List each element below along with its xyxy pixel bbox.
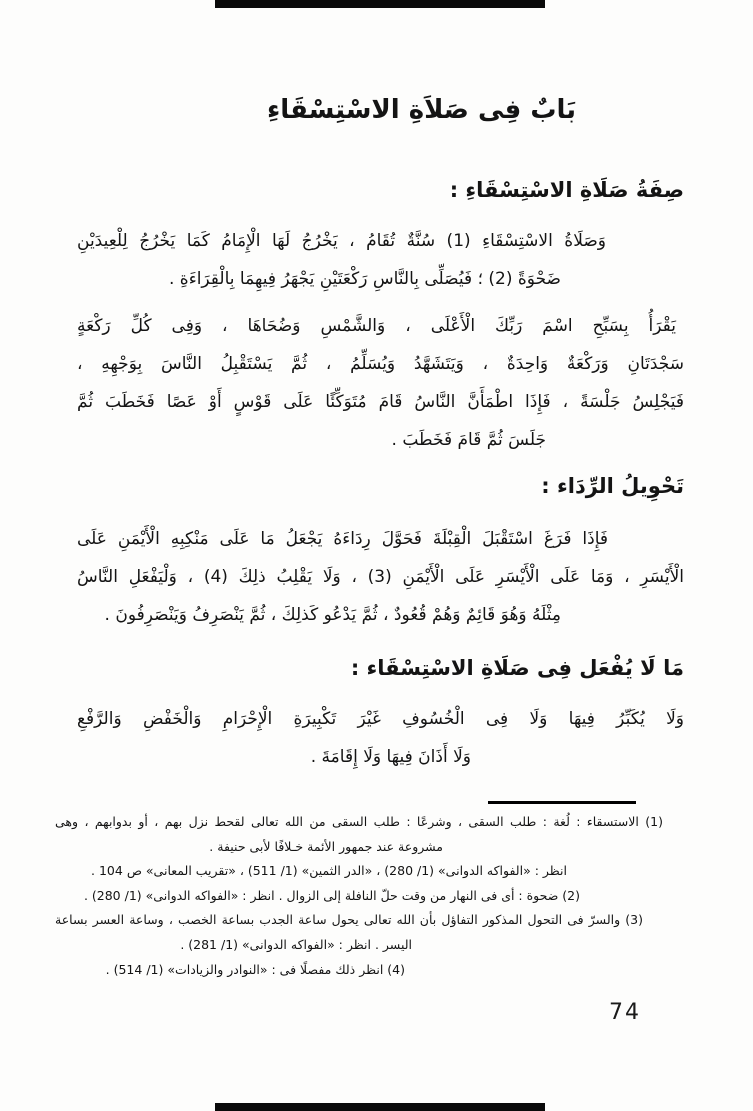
page-number: 74	[609, 1000, 641, 1025]
body-line: ضَحْوَةً (2) ؛ فَيُصَلِّى بِالنَّاسِ رَكْعَتَيْنِ يَجْهَرُ فِيهِمَا بِالْقِرَاءَةِ .	[168, 269, 561, 289]
footnote-line: (1) الاستسقاء : لُغة : طلب السقى ، وشرعًا : طلب السقى من الله تعالى لقحط نزل بهم ، أو بدوابهم ، وهى	[55, 814, 663, 829]
footnote-line: (3) والسرّ فى التحول المذكور التفاؤل بأن الله تعالى يحول ساعة الجدب بساعة الخصب ، وساعة العسر بساعة	[55, 912, 643, 928]
paragraph-ma-la-yufal	[77, 700, 684, 776]
paragraph-tahwil-rida	[77, 520, 684, 634]
footnote-separator-rule	[488, 801, 636, 804]
body-line: مِثْلَهُ وَهُوَ قَائِمٌ وَهُمْ قُعُودٌ ، ثُمَّ يَدْعُو كَذلِكَ ، ثُمَّ يَنْصَرِفُ وَيَنْصَرِفُونَ .	[104, 605, 561, 625]
footnote-line: اليسر . انظر : «الفواكه الدوانى» (1/ 281) .	[180, 936, 412, 952]
chapter-title: بَابٌ فِى صَلاَةِ الاسْتِسْقَاءِ	[266, 95, 577, 125]
scan-edge-artifact-top	[215, 0, 545, 8]
body-line: فَإِذَا فَرَغَ اسْتَقْبَلَ الْقِبْلَةَ فَحَوَّلَ رِدَاءَهُ يَجْعَلُ مَا عَلَى مَنْكِبِهِ الْأَيْمَنِ عَلَى	[77, 529, 608, 549]
body-line: سَجْدَتَانِ وَرَكْعَةٌ وَاحِدَةٌ ، وَيَتَشَهَّدُ وَيُسَلِّمُ ، ثُمَّ يَسْتَقْبِلُ النَّاسَ بِوَجْهِهِ ،	[77, 354, 684, 374]
scan-edge-artifact-bottom	[215, 1103, 545, 1111]
footnote-line: مشروعة عند جمهور الأئمة خـلافًا لأبى حنيفة .	[209, 838, 443, 854]
section-heading-ma-la-yufal: مَا لَا يُفْعَل فِى صَلَاةِ الاسْتِسْقَاء :	[350, 656, 684, 680]
footnotes-block	[55, 810, 708, 982]
footnote-line: (2) ضحوة : أى فى النهار من وقت حلّ النافلة إلى الزوال . انظر : «الفواكه الدوانى» (1/ 280) .	[83, 887, 580, 903]
paragraph-salat-istisqa-intro	[77, 222, 684, 298]
section-heading-tahwil-rida: تَحْوِيلُ الرِّدَاء :	[541, 474, 684, 498]
footnote-line: (4) انظر ذلك مفصلًا فى : «النوادر والزيادات» (1/ 514) .	[105, 961, 405, 977]
body-line: الْأَيْسَرِ ، وَمَا عَلَى الْأَيْسَرِ عَلَى الْأَيْمَنِ (3) ، وَلَا يَقْلِبُ ذلِكَ (4) ، وَلْيَفْعَلِ النَّاسُ	[77, 567, 684, 587]
body-line: جَلَسَ ثُمَّ قَامَ فَخَطَبَ .	[391, 430, 546, 450]
section-heading-sifat-salat-istisqa: صِفَةُ صَلَاةِ الاسْتِسْقَاءِ :	[449, 178, 684, 202]
body-line: وَلَا أَذَانَ فِيهَا وَلَا إِقَامَةَ .	[310, 747, 471, 767]
body-line: فَيَجْلِسُ جَلْسَةً ، فَإِذَا اطْمَأَنَّ النَّاسُ قَامَ مُتَوَكِّئًا عَلَى قَوْسٍ أَوْ عَصًا فَخَطَبَ ثُمَّ	[77, 392, 684, 412]
body-line: وَصَلَاةُ الاسْتِسْقَاءِ (1) سُنَّةٌ تُقَامُ ، يَخْرُجُ لَهَا الْإِمَامُ كَمَا يَخْرُجُ لِلْعِيدَيْنِ	[77, 231, 606, 251]
body-line: وَلَا يُكَبِّرُ فِيهَا وَلَا فِى الْخُسُوفِ غَيْرَ تَكْبِيرَةِ الْإِحْرَامِ وَالْخَفْضِ وَالرَّفْعِ	[77, 709, 684, 729]
paragraph-recitation-description	[77, 307, 684, 459]
body-line: يَقْرَأُ بِسَبِّحِ اسْمَ رَبِّكَ الْأَعْلَى ، وَالشَّمْسِ وَضُحَاهَا ، وَفِى كُلِّ رَكْعَةٍ	[77, 316, 676, 336]
footnote-line: انظر : «الفواكه الدوانى» (1/ 280) ، «الدر الثمين» (1/ 511) ، «تقريب المعانى» ص 104 .	[91, 863, 567, 879]
